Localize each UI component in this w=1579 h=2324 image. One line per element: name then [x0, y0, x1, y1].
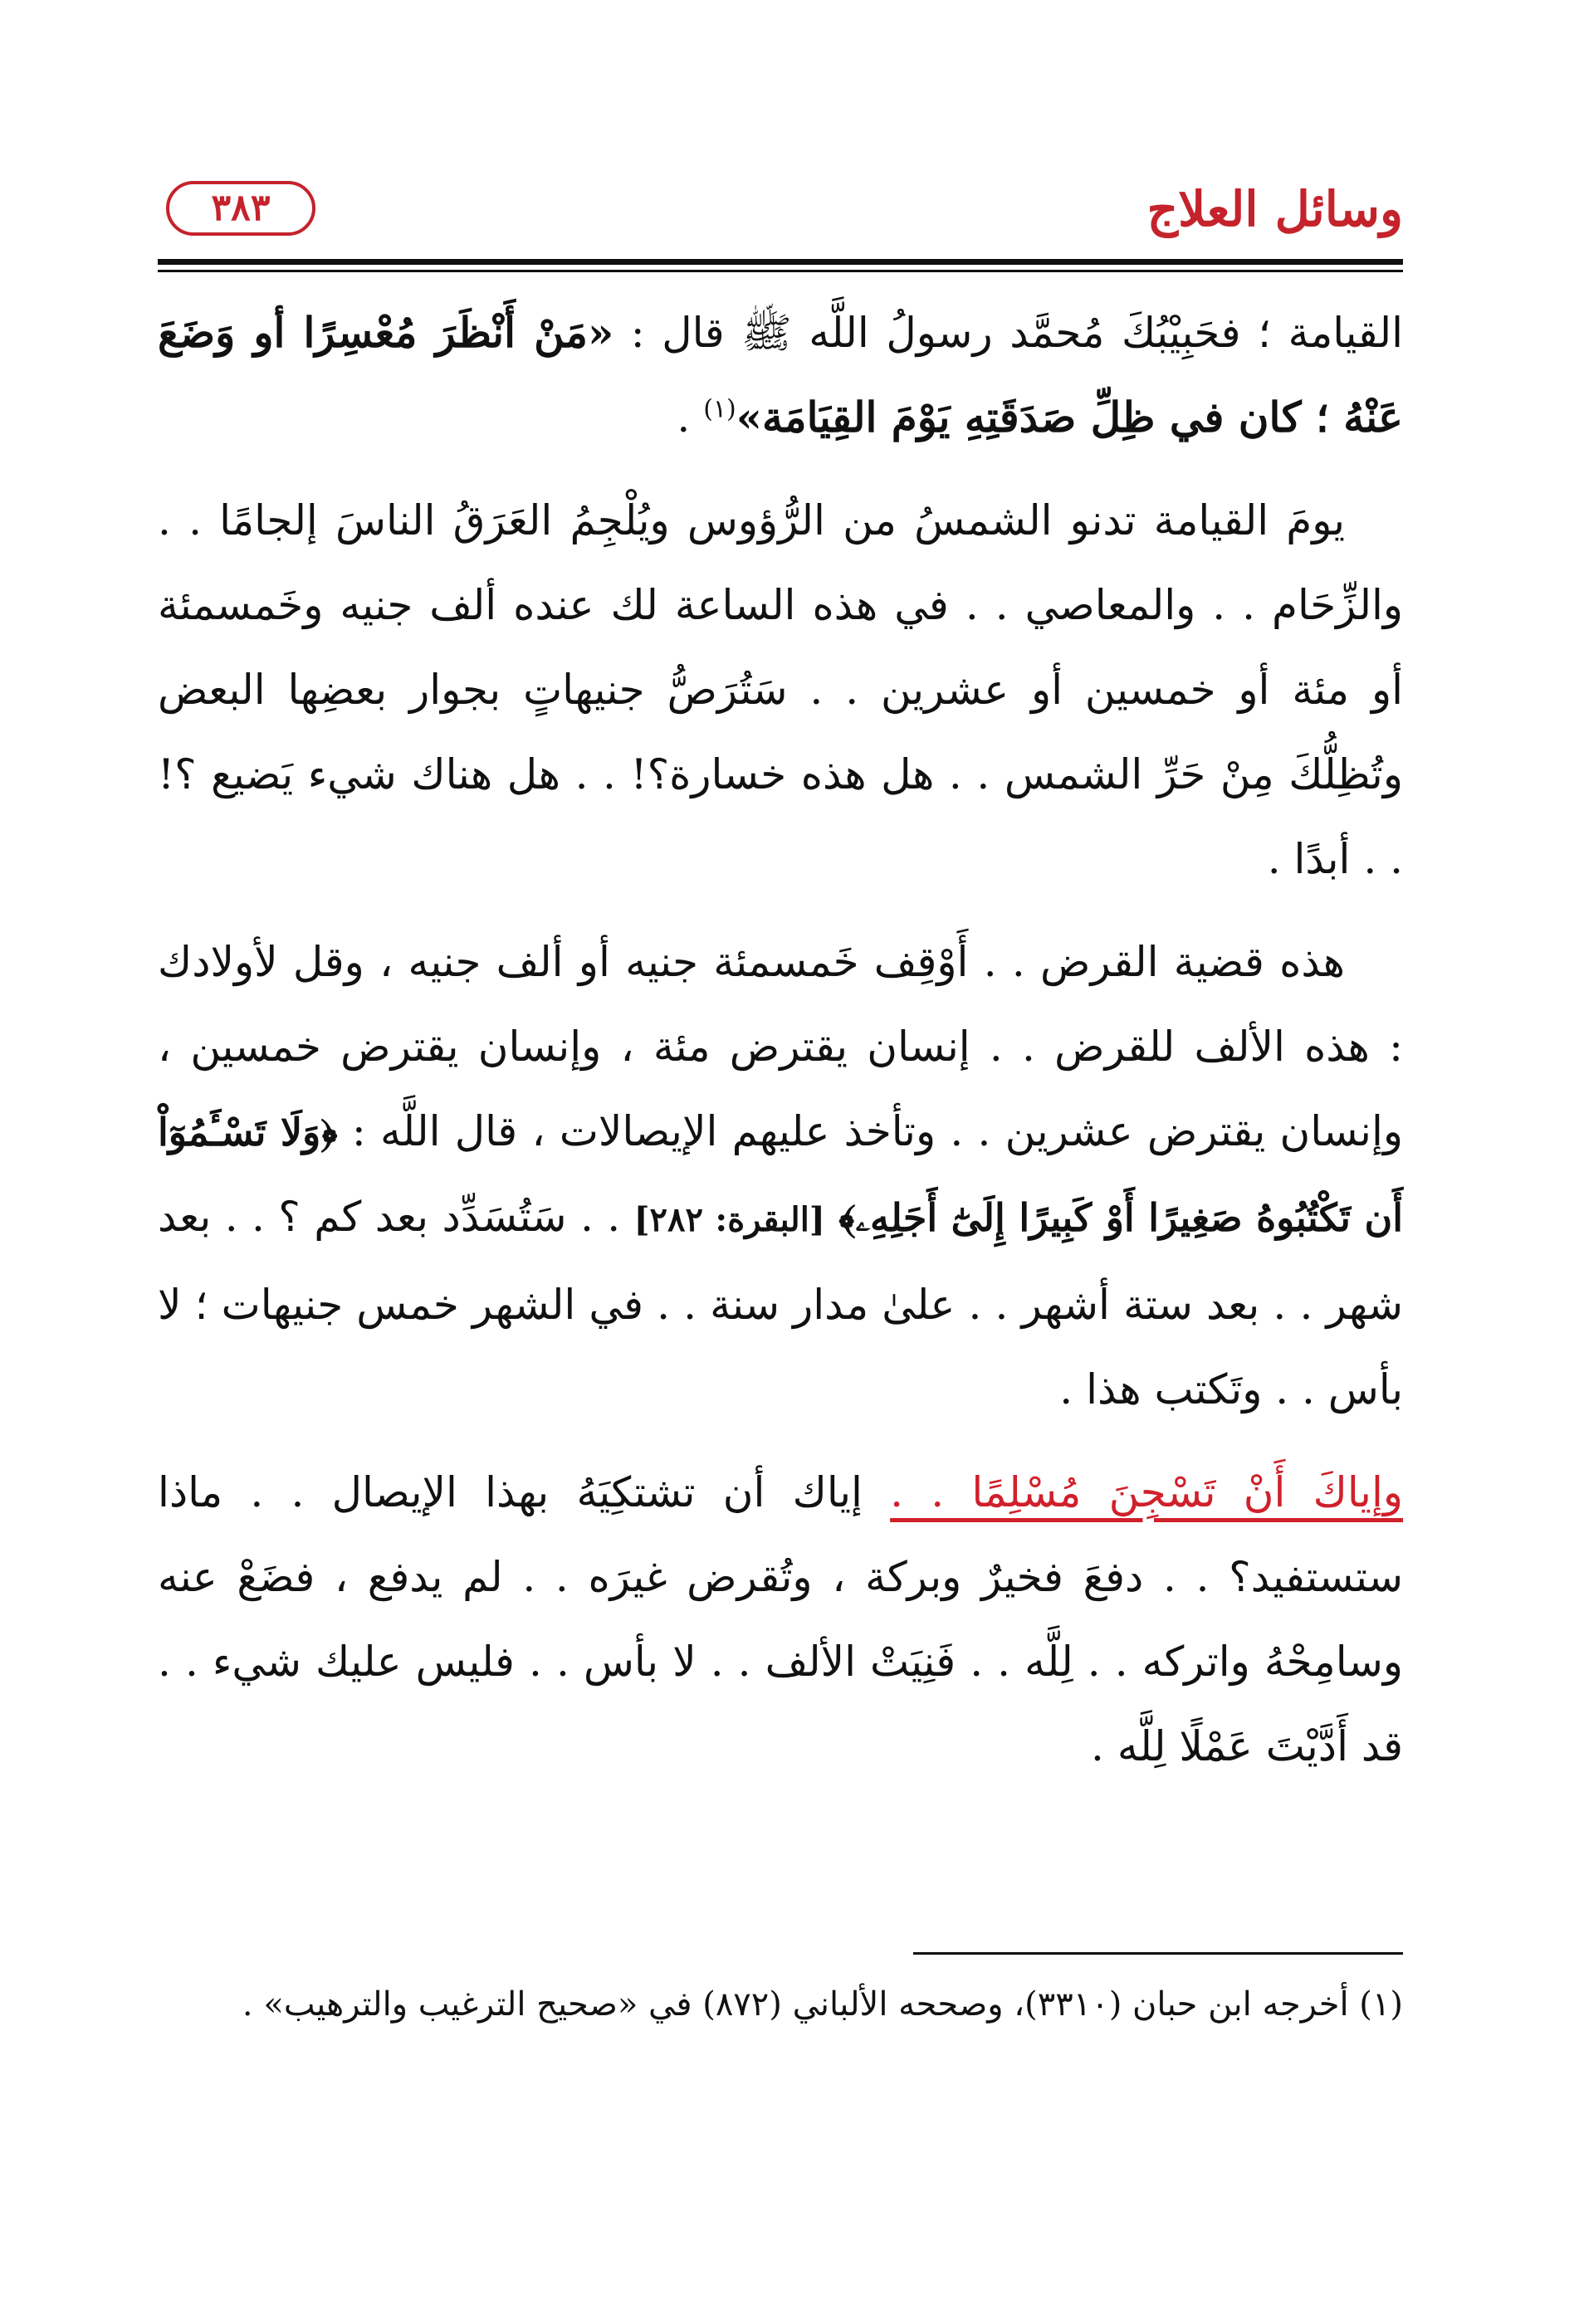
quran-verse: ﴿وَلَا تَسْـَٔمُوٓاْ أَن تَكْتُبُوهُ صَغِيرًا أَوْ كَبِيرًا إِلَىٰٓ أَجَلِهِۦ﴾	[158, 1110, 1404, 1240]
paragraph-4-text: إياك أن تشتكِيَهُ بهذا الإيصال . . ماذا ستستفيد؟ . . دفعَ فخيرٌ وبركة ، وتُقرض غيرَه . . لم يدفع ، فضَعْ عنه وسامِحْهُ واتركه . . لِلَّه . . فَنِيَتْ الألف . . لا بأس . . فليس عليك شيء . . قد أَدَّيْتَ عَمْلًا لِلَّه .	[158, 1468, 1403, 1770]
paragraph-3	[158, 920, 1403, 1432]
paragraph-3-lead: هذه قضية القرض . . أَوْقِف خَمسمئة جنيه أو ألف جنيه ، وقل لأولادك : هذه الألف للقرض . . إنسان يقترض مئة ، وإنسان يقترض خمسين ، وإنسان يقترض عشرين . . وتأخذ عليهم الإيصالات ، قال اللَّه :	[158, 938, 1403, 1155]
highlighted-phrase: وإياكَ أَنْ تَسْجِنَ مُسْلِمًا . .	[890, 1468, 1404, 1516]
footnote-1: (١) أخرجه ابن حبان (٣٣١٠)، وصححه الألباني (٨٧٢) في «صحيح الترغيب والترهيب» .	[242, 1985, 1403, 2024]
page-header	[158, 166, 1403, 257]
hadith-quote: «مَنْ أَنْظَرَ مُعْسِرًا أو وَضَعَ عَنْهُ ؛ كان في ظِلِّ صَدَقَتِهِ يَوْمَ القِيَامَة»	[158, 308, 1403, 442]
paragraph-1	[158, 290, 1403, 460]
verse-reference: [البقرة: ٢٨٢]	[633, 1200, 825, 1239]
main-text	[158, 290, 1403, 1807]
header-rule-thick	[158, 259, 1403, 265]
paragraph-1-tail: .	[677, 393, 704, 442]
paragraph-3-tail: . . سَتُسَدِّد بعد كم ؟ . . بعد شهر . . بعد ستة أشهر . . علىٰ مدار سنة . . في الشهر خمس جنيهات ؛ لا بأس . . وتَكتب هذا .	[158, 1193, 1403, 1413]
footnote-marker[interactable]: (١)	[703, 394, 736, 424]
paragraph-2: يومَ القيامة تدنو الشمسُ من الرُّؤوس ويُلْجِمُ العَرَقُ الناسَ إلجامًا . . والزِّحَام . . والمعاصي . . في هذه الساعة لك عنده ألف جنيه وخَمسمئة أو مئة أو خمسين أو عشرين . . سَتُرَصُّ جنيهاتٍ بجوار بعضِها البعض وتُظِلُّكَ مِنْ حَرِّ الشمس . . هل هذه خسارة؟! . . هل هناك شيء يَضيع ؟! . . أبدًا .	[158, 496, 1403, 883]
footnote-separator	[913, 1952, 1403, 1955]
paragraph-1-lead: القيامة ؛ فحَبِيْبُكَ مُحمَّد رسولُ اللَّه ﷺ قال :	[614, 309, 1403, 357]
chapter-title: وسائل العلاج	[1146, 181, 1403, 237]
header-rule-thin	[158, 270, 1403, 272]
paragraph-4	[158, 1450, 1403, 1789]
page-number-badge: ٣٨٣	[166, 181, 315, 236]
